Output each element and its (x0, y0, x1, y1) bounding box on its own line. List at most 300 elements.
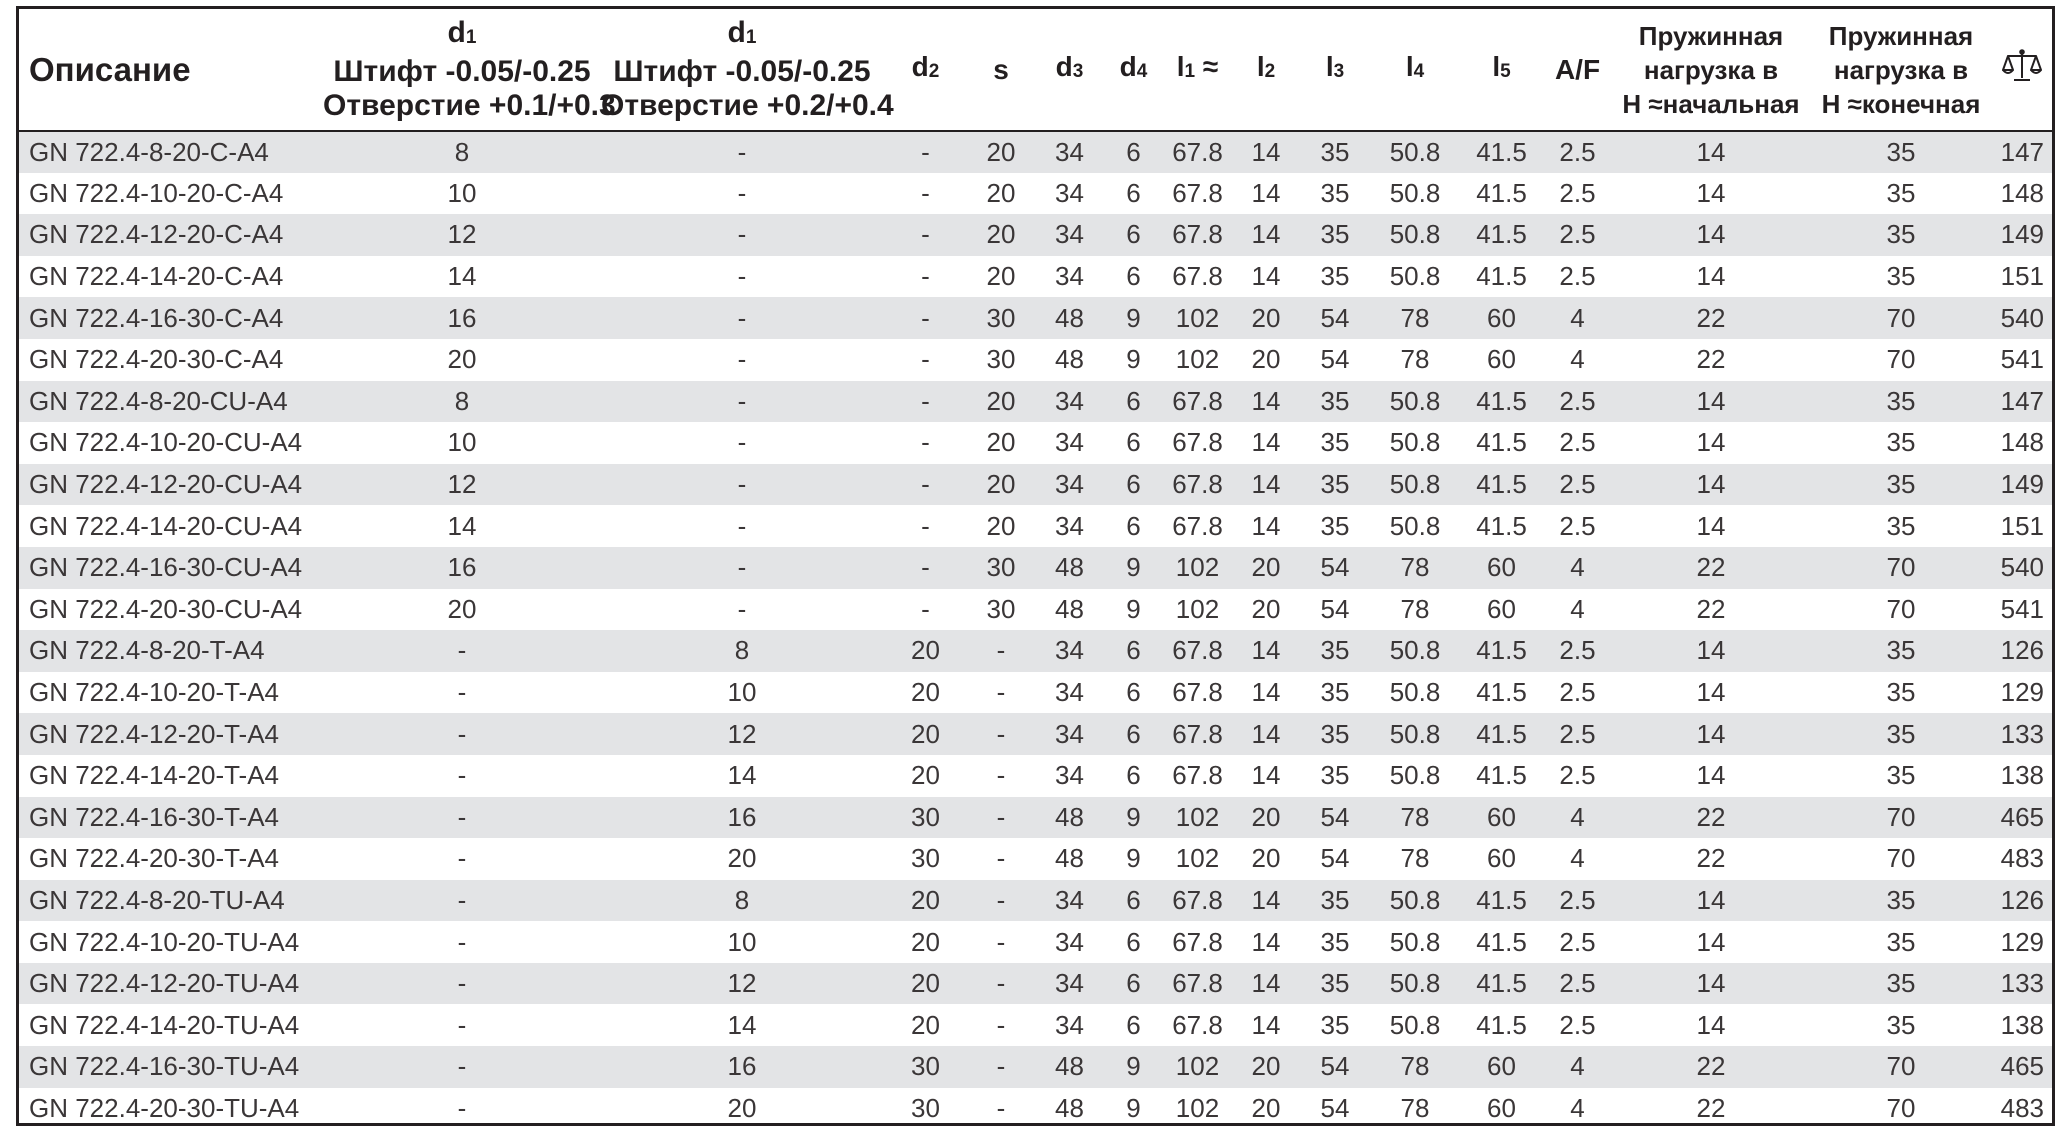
header-weight (1991, 9, 2052, 131)
cell-description: GN 722.4-10-20-TU-A4 (29, 926, 300, 957)
cell-d2: - (921, 593, 930, 624)
cell-l5: 41.5 (1476, 968, 1527, 999)
cell-af: 2.5 (1559, 760, 1596, 791)
cell-s: 20 (986, 427, 1016, 458)
cell-d2: - (921, 302, 930, 333)
cell-l4: 78 (1400, 801, 1430, 832)
cell-spring-start: 22 (1696, 552, 1726, 583)
cell-d4: 9 (1126, 1051, 1141, 1082)
cell-spring-start: 14 (1696, 385, 1726, 416)
header-d3: $d_3$ (1055, 51, 1084, 82)
cell-spring-end: 35 (1886, 469, 1916, 500)
cell-d1-hole: - (737, 552, 747, 583)
cell-af: 2.5 (1559, 926, 1596, 957)
cell-l1: 67.8 (1172, 760, 1223, 791)
header-l2: $l_2$ (1256, 51, 1276, 82)
cell-d3: 48 (1055, 344, 1084, 375)
cell-l4: 78 (1400, 593, 1430, 624)
cell-description: GN 722.4-8-20-T-A4 (29, 635, 265, 666)
cell-d1-hole: 14 (727, 1009, 757, 1040)
cell-l5: 41.5 (1476, 219, 1527, 250)
spec-table-frame (16, 6, 2055, 1126)
cell-l2: 14 (1251, 718, 1281, 749)
cell-spring-start: 22 (1696, 1051, 1726, 1082)
cell-spring-end: 35 (1886, 261, 1916, 292)
cell-d2: - (921, 136, 930, 167)
cell-description: GN 722.4-10-20-T-A4 (29, 677, 280, 708)
cell-af: 4 (1570, 1051, 1585, 1082)
cell-s: - (996, 1092, 1006, 1123)
table-row (19, 713, 2052, 755)
cell-l1: 67.8 (1172, 635, 1223, 666)
cell-description: GN 722.4-8-20-TU-A4 (29, 884, 285, 915)
cell-spring-end: 70 (1886, 801, 1916, 832)
cell-d3: 48 (1055, 843, 1084, 874)
cell-l3: 35 (1320, 177, 1350, 208)
cell-l4: 50.8 (1389, 136, 1441, 167)
cell-spring-start: 14 (1696, 510, 1726, 541)
cell-d2: - (921, 510, 930, 541)
cell-d1-pin: 14 (447, 510, 477, 541)
cell-s: - (996, 635, 1006, 666)
cell-d1-pin: 10 (447, 177, 477, 208)
cell-spring-start: 14 (1696, 261, 1726, 292)
cell-l1: 102 (1175, 344, 1220, 375)
cell-s: 30 (986, 302, 1016, 333)
cell-weight: 540 (2000, 552, 2044, 583)
table-row (19, 256, 2052, 298)
cell-l2: 14 (1251, 1009, 1281, 1040)
cell-l5: 41.5 (1476, 635, 1527, 666)
cell-l1: 67.8 (1172, 427, 1223, 458)
cell-spring-end: 35 (1886, 1009, 1916, 1040)
cell-spring-start: 14 (1696, 718, 1726, 749)
cell-d2: - (921, 177, 930, 208)
cell-d4: 9 (1126, 843, 1141, 874)
cell-d2: 30 (911, 1051, 940, 1082)
cell-d1-pin: 8 (454, 385, 470, 416)
cell-l4: 50.8 (1389, 1009, 1441, 1040)
cell-l4: 50.8 (1389, 968, 1441, 999)
cell-weight: 541 (2000, 593, 2044, 624)
table-row (19, 1046, 2052, 1088)
cell-d4: 6 (1126, 926, 1141, 957)
cell-d1-hole: 8 (734, 884, 750, 915)
cell-l3: 35 (1320, 219, 1350, 250)
cell-l5: 60 (1487, 1092, 1516, 1123)
cell-d1-hole: - (737, 136, 747, 167)
cell-s: - (996, 801, 1006, 832)
table-row (19, 838, 2052, 880)
cell-d1-hole: - (737, 593, 747, 624)
cell-l5: 41.5 (1476, 926, 1527, 957)
cell-s: 20 (986, 385, 1016, 416)
cell-l2: 20 (1251, 801, 1281, 832)
cell-weight: 147 (2000, 385, 2044, 416)
cell-weight: 151 (2000, 261, 2044, 292)
cell-l5: 41.5 (1476, 760, 1527, 791)
cell-d2: - (921, 385, 930, 416)
cell-weight: 133 (2000, 968, 2044, 999)
cell-d2: - (921, 552, 930, 583)
cell-d3: 48 (1055, 593, 1084, 624)
cell-l5: 60 (1487, 552, 1516, 583)
cell-l5: 60 (1487, 593, 1516, 624)
cell-spring-start: 14 (1696, 635, 1726, 666)
cell-d4: 6 (1126, 1009, 1141, 1040)
cell-l4: 50.8 (1389, 884, 1441, 915)
cell-d3: 34 (1055, 510, 1084, 541)
cell-l1: 67.8 (1172, 884, 1223, 915)
cell-af: 4 (1570, 552, 1585, 583)
cell-spring-end: 35 (1886, 968, 1916, 999)
cell-l1: 67.8 (1172, 926, 1223, 957)
scale-balance-icon (2002, 48, 2042, 92)
cell-s: - (996, 926, 1006, 957)
cell-d2: 30 (911, 1092, 940, 1123)
cell-d1-pin: - (457, 884, 467, 915)
cell-d1-pin: - (457, 1009, 467, 1040)
cell-spring-end: 35 (1886, 136, 1916, 167)
cell-weight: 483 (2000, 1092, 2044, 1123)
cell-spring-start: 14 (1696, 427, 1726, 458)
cell-description: GN 722.4-8-20-CU-A4 (29, 385, 288, 416)
cell-weight: 465 (2000, 1051, 2044, 1082)
cell-d1-pin: 16 (447, 552, 477, 583)
cell-d1-hole: - (737, 302, 747, 333)
cell-l1: 67.8 (1172, 968, 1223, 999)
header-spring-start: Пружинная нагрузка в Н ≈начальная (1622, 20, 1800, 119)
cell-spring-end: 70 (1886, 1092, 1916, 1123)
cell-l2: 14 (1251, 136, 1281, 167)
table-row (19, 422, 2052, 464)
cell-l1: 67.8 (1172, 136, 1223, 167)
cell-d1-hole: - (737, 427, 747, 458)
cell-d4: 6 (1126, 884, 1141, 915)
cell-af: 2.5 (1559, 219, 1596, 250)
table-row (19, 630, 2052, 672)
cell-l1: 102 (1175, 843, 1220, 874)
cell-d1-pin: - (457, 1051, 467, 1082)
cell-description: GN 722.4-16-30-C-A4 (29, 302, 284, 333)
cell-l3: 35 (1320, 677, 1350, 708)
cell-spring-start: 14 (1696, 177, 1726, 208)
header-d1-pin: $d_1$ Штифт -0.05/-0.25 Отверстие +0.1/+0.3 (323, 16, 616, 122)
cell-l4: 78 (1400, 1051, 1430, 1082)
cell-l4: 50.8 (1389, 427, 1441, 458)
cell-l2: 14 (1251, 219, 1281, 250)
cell-description: GN 722.4-16-30-CU-A4 (29, 552, 303, 583)
cell-description: GN 722.4-12-20-TU-A4 (29, 968, 300, 999)
cell-l2: 20 (1251, 344, 1281, 375)
cell-l3: 54 (1320, 552, 1350, 583)
cell-spring-end: 35 (1886, 510, 1916, 541)
cell-spring-end: 35 (1886, 677, 1916, 708)
cell-d1-hole: 12 (727, 718, 757, 749)
cell-l1: 67.8 (1172, 469, 1223, 500)
cell-l3: 35 (1320, 968, 1350, 999)
cell-l1: 102 (1175, 801, 1220, 832)
cell-l5: 41.5 (1476, 1009, 1527, 1040)
cell-d1-pin: - (457, 801, 467, 832)
cell-spring-end: 35 (1886, 177, 1916, 208)
cell-af: 2.5 (1559, 884, 1596, 915)
cell-s: - (996, 968, 1006, 999)
cell-l3: 35 (1320, 1009, 1350, 1040)
header-row (19, 9, 2052, 131)
cell-d3: 34 (1055, 1009, 1084, 1040)
cell-l1: 102 (1175, 1051, 1220, 1082)
cell-af: 2.5 (1559, 718, 1596, 749)
cell-af: 2.5 (1559, 469, 1596, 500)
cell-d4: 9 (1126, 801, 1141, 832)
cell-d2: 30 (911, 801, 940, 832)
cell-af: 2.5 (1559, 261, 1596, 292)
cell-weight: 126 (2000, 635, 2044, 666)
cell-d1-pin: 12 (447, 219, 477, 250)
cell-l5: 41.5 (1476, 718, 1527, 749)
cell-d3: 34 (1055, 427, 1084, 458)
cell-d1-hole: 12 (727, 968, 757, 999)
cell-l4: 50.8 (1389, 469, 1441, 500)
cell-l3: 35 (1320, 469, 1350, 500)
cell-l1: 102 (1175, 593, 1220, 624)
cell-l1: 67.8 (1172, 261, 1223, 292)
cell-d4: 6 (1126, 510, 1141, 541)
cell-description: GN 722.4-20-30-T-A4 (29, 843, 280, 874)
cell-d1-pin: - (457, 760, 467, 791)
cell-l1: 102 (1175, 552, 1220, 583)
cell-d1-hole: 10 (727, 677, 757, 708)
cell-d3: 34 (1055, 136, 1084, 167)
cell-weight: 483 (2000, 843, 2044, 874)
cell-s: 20 (986, 469, 1016, 500)
cell-d3: 34 (1055, 968, 1084, 999)
cell-l2: 20 (1251, 1051, 1281, 1082)
cell-d3: 34 (1055, 219, 1084, 250)
cell-af: 2.5 (1559, 1009, 1596, 1040)
table-row (19, 214, 2052, 256)
cell-spring-end: 35 (1886, 760, 1916, 791)
cell-d4: 6 (1126, 261, 1141, 292)
header-l4: $l_4$ (1405, 51, 1425, 82)
header-l3: $l_3$ (1325, 51, 1345, 82)
cell-weight: 151 (2000, 510, 2044, 541)
cell-d3: 34 (1055, 677, 1084, 708)
cell-s: 20 (986, 136, 1016, 167)
cell-l3: 35 (1320, 261, 1350, 292)
cell-l4: 50.8 (1389, 510, 1441, 541)
cell-spring-end: 35 (1886, 385, 1916, 416)
cell-af: 4 (1570, 302, 1585, 333)
cell-description: GN 722.4-8-20-C-A4 (29, 136, 269, 167)
cell-description: GN 722.4-12-20-T-A4 (29, 718, 280, 749)
cell-weight: 465 (2000, 801, 2044, 832)
table-row (19, 297, 2052, 339)
cell-l5: 60 (1487, 302, 1516, 333)
cell-s: - (996, 884, 1006, 915)
cell-weight: 149 (2000, 219, 2044, 250)
cell-l5: 60 (1487, 1051, 1516, 1082)
cell-d1-hole: - (737, 219, 747, 250)
cell-d1-hole: 20 (727, 843, 757, 874)
cell-d4: 6 (1126, 469, 1141, 500)
cell-l3: 35 (1320, 385, 1350, 416)
cell-weight: 138 (2000, 760, 2044, 791)
table-row (19, 1004, 2052, 1046)
cell-d4: 6 (1126, 177, 1141, 208)
table-body (19, 131, 2052, 1126)
cell-d1-hole: - (737, 261, 747, 292)
cell-spring-start: 14 (1696, 219, 1726, 250)
cell-d1-hole: 10 (727, 926, 757, 957)
cell-weight: 126 (2000, 884, 2044, 915)
cell-l2: 20 (1251, 552, 1281, 583)
cell-l5: 41.5 (1476, 177, 1527, 208)
cell-description: GN 722.4-10-20-CU-A4 (29, 427, 303, 458)
cell-l3: 54 (1320, 1051, 1350, 1082)
cell-l3: 54 (1320, 801, 1350, 832)
header-description: Описание (29, 50, 191, 88)
cell-d2: 20 (911, 760, 940, 791)
cell-d3: 34 (1055, 469, 1084, 500)
cell-l4: 50.8 (1389, 760, 1441, 791)
cell-l4: 78 (1400, 843, 1430, 874)
cell-d1-pin: - (457, 635, 467, 666)
cell-spring-end: 35 (1886, 926, 1916, 957)
cell-spring-end: 35 (1886, 884, 1916, 915)
cell-d1-hole: - (737, 385, 747, 416)
cell-af: 4 (1570, 593, 1585, 624)
cell-d1-hole: 14 (727, 760, 757, 791)
cell-s: 30 (986, 344, 1016, 375)
cell-spring-start: 22 (1696, 843, 1726, 874)
cell-d2: 20 (911, 884, 940, 915)
table-row (19, 131, 2052, 173)
cell-s: 20 (986, 261, 1016, 292)
cell-description: GN 722.4-16-30-T-A4 (29, 801, 280, 832)
cell-l5: 41.5 (1476, 510, 1527, 541)
cell-l3: 35 (1320, 718, 1350, 749)
cell-weight: 133 (2000, 718, 2044, 749)
cell-spring-start: 14 (1696, 926, 1726, 957)
cell-d1-pin: 14 (447, 261, 477, 292)
cell-l2: 14 (1251, 385, 1281, 416)
cell-l2: 14 (1251, 510, 1281, 541)
cell-l3: 35 (1320, 427, 1350, 458)
cell-d2: 20 (911, 1009, 940, 1040)
cell-l2: 20 (1251, 1092, 1281, 1123)
cell-d4: 6 (1126, 219, 1141, 250)
cell-l5: 41.5 (1476, 427, 1527, 458)
cell-weight: 129 (2000, 677, 2044, 708)
cell-spring-end: 70 (1886, 344, 1916, 375)
cell-weight: 147 (2000, 136, 2044, 167)
cell-l1: 67.8 (1172, 1009, 1223, 1040)
table-row (19, 963, 2052, 1005)
cell-l5: 60 (1487, 344, 1516, 375)
cell-description: GN 722.4-20-30-C-A4 (29, 344, 284, 375)
table-row (19, 589, 2052, 631)
cell-af: 2.5 (1559, 385, 1596, 416)
cell-d4: 6 (1126, 677, 1141, 708)
cell-d1-hole: 16 (727, 801, 757, 832)
cell-spring-end: 35 (1886, 718, 1916, 749)
cell-af: 4 (1570, 344, 1585, 375)
cell-d1-hole: 8 (734, 635, 750, 666)
cell-spring-end: 70 (1886, 552, 1916, 583)
cell-d1-pin: 10 (447, 427, 477, 458)
cell-d3: 34 (1055, 177, 1084, 208)
header-l1: $l_1$ ≈ (1176, 51, 1219, 82)
cell-l2: 14 (1251, 177, 1281, 208)
cell-s: 20 (986, 177, 1016, 208)
table-row (19, 505, 2052, 547)
cell-l3: 35 (1320, 635, 1350, 666)
cell-d1-hole: - (737, 510, 747, 541)
cell-s: 20 (986, 510, 1016, 541)
cell-description: GN 722.4-20-30-TU-A4 (29, 1092, 300, 1123)
header-spring-end: Пружинная нагрузка в Н ≈конечная (1821, 20, 1981, 119)
cell-s: - (996, 677, 1006, 708)
cell-spring-start: 22 (1696, 344, 1726, 375)
cell-d3: 34 (1055, 884, 1084, 915)
cell-s: - (996, 1009, 1006, 1040)
cell-l1: 67.8 (1172, 718, 1223, 749)
cell-d1-pin: - (457, 677, 467, 708)
table-row (19, 755, 2052, 797)
cell-l3: 54 (1320, 843, 1350, 874)
cell-l3: 54 (1320, 344, 1350, 375)
cell-l2: 14 (1251, 926, 1281, 957)
cell-s: 30 (986, 552, 1016, 583)
cell-d1-pin: - (457, 718, 467, 749)
cell-d3: 48 (1055, 552, 1084, 583)
table-row (19, 1088, 2052, 1126)
cell-description: GN 722.4-12-20-CU-A4 (29, 469, 303, 500)
cell-l5: 41.5 (1476, 136, 1527, 167)
cell-l4: 50.8 (1389, 718, 1441, 749)
cell-l1: 67.8 (1172, 177, 1223, 208)
header-l5: $l_5$ (1492, 51, 1511, 82)
cell-l3: 54 (1320, 302, 1350, 333)
cell-d2: - (921, 261, 930, 292)
cell-d2: 20 (911, 677, 940, 708)
cell-d4: 6 (1126, 968, 1141, 999)
cell-weight: 129 (2000, 926, 2044, 957)
cell-l3: 35 (1320, 136, 1350, 167)
cell-l5: 41.5 (1476, 884, 1527, 915)
cell-l5: 41.5 (1476, 261, 1527, 292)
cell-l2: 20 (1251, 302, 1281, 333)
cell-l1: 67.8 (1172, 677, 1223, 708)
cell-l2: 20 (1251, 843, 1281, 874)
cell-d4: 9 (1126, 302, 1141, 333)
cell-l5: 60 (1487, 843, 1516, 874)
cell-af: 2.5 (1559, 136, 1596, 167)
cell-spring-start: 14 (1696, 677, 1726, 708)
cell-l5: 41.5 (1476, 385, 1527, 416)
cell-spring-end: 70 (1886, 302, 1916, 333)
cell-l3: 35 (1320, 926, 1350, 957)
cell-l4: 50.8 (1389, 261, 1441, 292)
cell-l2: 14 (1251, 261, 1281, 292)
cell-l4: 78 (1400, 1092, 1430, 1123)
cell-description: GN 722.4-20-30-CU-A4 (29, 593, 303, 624)
cell-spring-end: 35 (1886, 427, 1916, 458)
cell-d3: 34 (1055, 760, 1084, 791)
cell-l2: 20 (1251, 593, 1281, 624)
